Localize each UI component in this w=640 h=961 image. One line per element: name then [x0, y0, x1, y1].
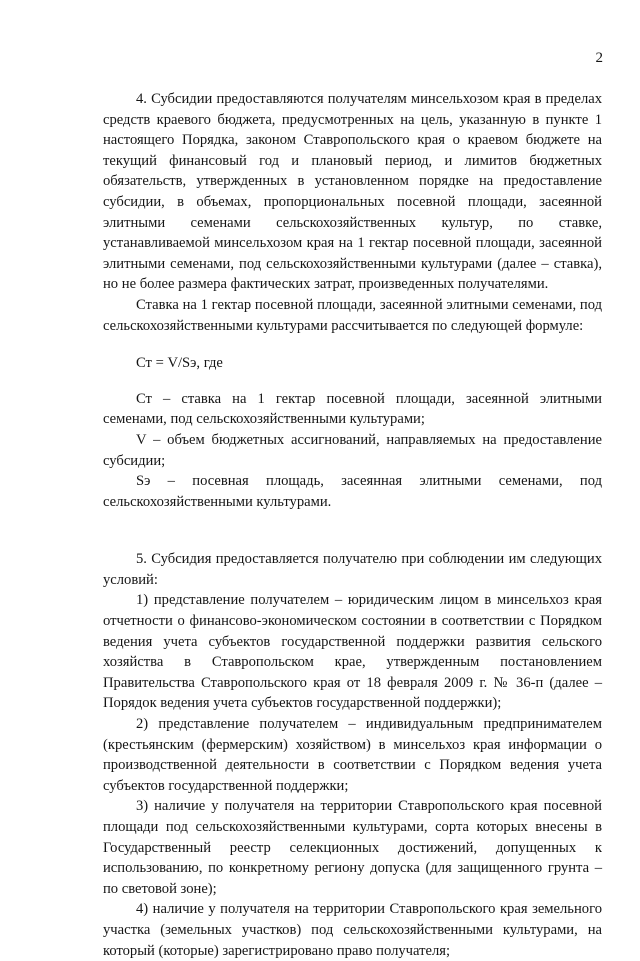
- condition-item-1: 1) представление получателем – юридическим лицом в минсельхоз края отчетности о финансово-экономическом состоянии в соответствии с Порядком ведения учета субъектов государственной поддержки развития сельского хозяйства в Ставропольском крае, утвержденным постановлением Правительства Ставропольского края от 18 февраля 2009 г. № 36-п (далее – Порядок ведения учета субъектов государственной поддержки);: [103, 592, 602, 712]
- condition-item-4: 4) наличие у получателя на территории Ставропольского края земельного участка (земельных участков) под сельскохозяйственными культурами, на который (которые) зарегистрировано право получателя;: [103, 901, 602, 959]
- definition-st: Ст – ставка на 1 гектар посевной площади, засеянной элитными семенами, под сельскохозяйственными культурами;: [103, 390, 602, 428]
- rate-formula: Ст = V/Sэ, где: [136, 355, 223, 372]
- definition-s: Sэ – посевная площадь, засеянная элитными семенами, под сельскохозяйственными культурами.: [103, 473, 602, 510]
- rate-formula-intro: Ставка на 1 гектар посевной площади, засеянной элитными семенами, под сельскохозяйственными культурами рассчитывается по следующей формуле:: [103, 296, 602, 334]
- definition-v: V – объем бюджетных ассигнований, направляемых на предоставление субсидии;: [103, 431, 602, 469]
- document-body: [103, 89, 602, 961]
- condition-item-3: 3) наличие у получателя на территории Ставропольского края посевной площади под сельскохозяйственными культурами, сорта которых внесены в Государственный реестр селекционных достижений, допущенных к использованию, по конкретному региону допуска (для защищенного грунта – по световой зоне);: [103, 798, 602, 897]
- section-5-intro: 5. Субсидия предоставляется получателю при соблюдении им следующих условий:: [103, 551, 602, 588]
- page-number: 2: [595, 50, 603, 66]
- formula-definitions: [103, 389, 602, 513]
- condition-item-2: 2) представление получателем – индивидуальным предпринимателем (крестьянским (фермерским) хозяйством) в минсельхоз края информации о производственной деятельности в соответствии с Порядком ведения учета субъектов государственной поддержки;: [103, 716, 602, 794]
- section-4-paragraph: 4. Субсидии предоставляются получателям минсельхозом края в пределах средств краевого бюджета, предусмотренных на цель, указанную в пункте 1 настоящего Порядка, законом Ставропольского края о краевом бюджете на текущий финансовый год и плановый период, и лимитов бюджетных обязательств, утвержденных в установленном порядке на предоставление субсидии, в объемах, пропорциональных посевной площади, засеянной элитными семенами сельскохозяйственных культур, по ставке, устанавливаемой минсельхозом края на 1 гектар посевной площади, засеянной элитными семенами, под сельскохозяйственными культурами (далее – ставка), но не более размера фактических затрат, произведенных получателями.: [103, 91, 602, 293]
